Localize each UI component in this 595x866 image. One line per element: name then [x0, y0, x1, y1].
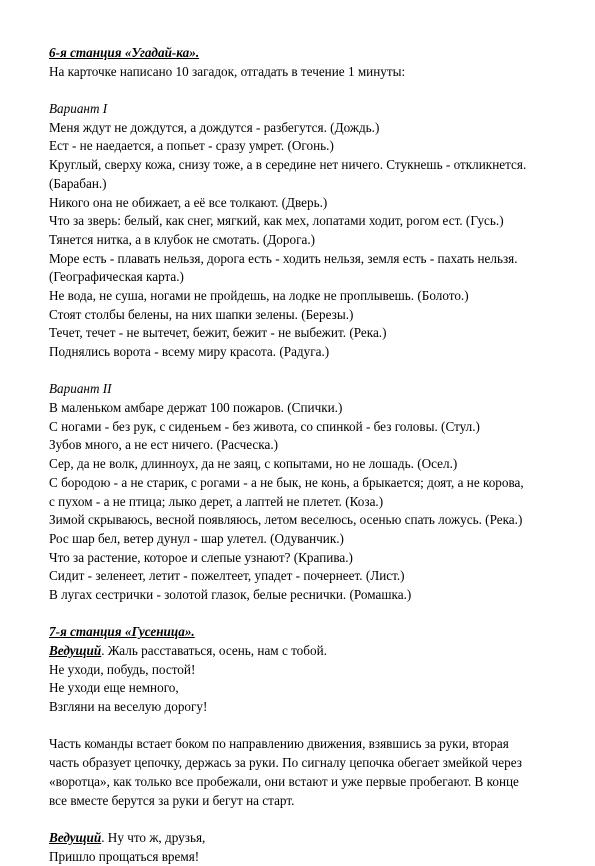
riddle-line: Море есть - плавать нельзя, дорога есть - ходить нельзя, земля есть - пахать нельзя. [49, 250, 518, 266]
riddle-line: Рос шар бел, ветер дунул - шар улетел. (Одуванчик.) [49, 530, 344, 546]
riddle-line: Меня ждут не дождутся, а дождутся - разбегутся. (Дождь.) [49, 119, 380, 135]
riddle-line: С бородою - а не старик, с рогами - а не бык, не конь, а брыкается; доят, а не корова, [49, 474, 524, 490]
riddle-line: В лугах сестрички - золотой глазок, белые реснички. (Ромашка.) [49, 586, 412, 602]
variant2-title: Вариант II [49, 381, 112, 397]
spacer [49, 717, 569, 736]
riddle-line: с пухом - а не птица; лыко дерет, а лаптей не плетет. (Коза.) [49, 493, 384, 509]
riddle-line: Ест - не наедается, а попьет - сразу умрет. (Огонь.) [49, 138, 334, 154]
riddle-line: Что за зверь: белый, как снег, мягкий, как мех, лопатами ходит, рогом ест. (Гусь.) [49, 213, 504, 229]
riddle-line: Тянется нитка, а в клубок не смотать. (Дорога.) [49, 231, 316, 247]
riddle-line: Сидит - зеленеет, летит - пожелтеет, упадет - почернеет. (Лист.) [49, 568, 405, 584]
station6-heading: 6-я станция «Угадай-ка». [49, 45, 200, 60]
riddle-line: (Барабан.) [49, 175, 107, 191]
description-line: часть образует цепочку, держась за руки. По сигналу цепочка обегает змейкой через [49, 755, 522, 771]
riddle-line: Никого она не обижает, а её все толкают. (Дверь.) [49, 194, 328, 210]
final-line: Пришло прощаться время! [49, 848, 200, 864]
riddle-line: Сер, да не волк, длинноух, да не заяц, с копытами, но не лошадь. (Осел.) [49, 456, 458, 472]
riddle-line: Зимой скрываюсь, весной появляюсь, летом веселюсь, осенью спать ложусь. (Река.) [49, 512, 523, 528]
speaker-label: Ведущий [49, 643, 102, 658]
document-page [49, 44, 569, 866]
riddle-line: Зубов много, а не ест ничего. (Расческа.) [49, 437, 279, 453]
riddle-line: Течет, течет - не вытечет, бежит, бежит - не выбежит. (Река.) [49, 325, 387, 341]
riddle-line: Круглый, сверху кожа, снизу тоже, а в середине нет ничего. Стукнешь - откликнется. [49, 157, 527, 173]
verse-line: Не уходи, побудь, постой! [49, 661, 196, 677]
spacer [49, 362, 569, 381]
final-line [49, 829, 569, 848]
description-line: все вместе берутся за руки и бегут на старт. [49, 792, 295, 808]
verse-line [49, 642, 569, 661]
station6-intro: На карточке написано 10 загадок, отгадать в течение 1 минуты: [49, 63, 406, 79]
riddle-line: Поднялись ворота - всему миру красота. (Радуга.) [49, 344, 330, 359]
riddle-line: Стоят столбы белены, на них шапки зелены. (Березы.) [49, 306, 354, 322]
description-line: Часть команды встает боком по направлению движения, взявшись за руки, вторая [49, 736, 509, 752]
verse-line: Не уходи еще немного, [49, 680, 179, 696]
riddle-line: С ногами - без рук, с сиденьем - без живота, со спинкой - без головы. (Стул.) [49, 418, 480, 434]
description-line: «воротца», как только все пробежали, они встают и уже первые пробегают. В конце [49, 773, 519, 789]
riddle-line: Что за растение, которое и слепые узнают? (Крапива.) [49, 549, 353, 565]
riddle-line: В маленьком амбаре держат 100 пожаров. (Спички.) [49, 400, 343, 416]
station7-heading: 7-я станция «Гусеница». [49, 624, 195, 640]
variant1-title: Вариант I [49, 101, 108, 117]
final-first-rest: . Ну что ж, друзья, [101, 829, 206, 845]
final-speaker-label: Ведущий [49, 829, 102, 845]
spacer [49, 605, 569, 624]
verse-line: Взгляни на веселую дорогу! [49, 699, 208, 715]
verse-first-rest: . Жаль расставаться, осень, нам с тобой. [101, 643, 327, 658]
spacer [49, 81, 569, 100]
spacer [49, 810, 569, 829]
riddle-line: (Географическая карта.) [49, 269, 184, 285]
riddle-line: Не вода, не суша, ногами не пройдешь, на лодке не проплывешь. (Болото.) [49, 287, 469, 303]
